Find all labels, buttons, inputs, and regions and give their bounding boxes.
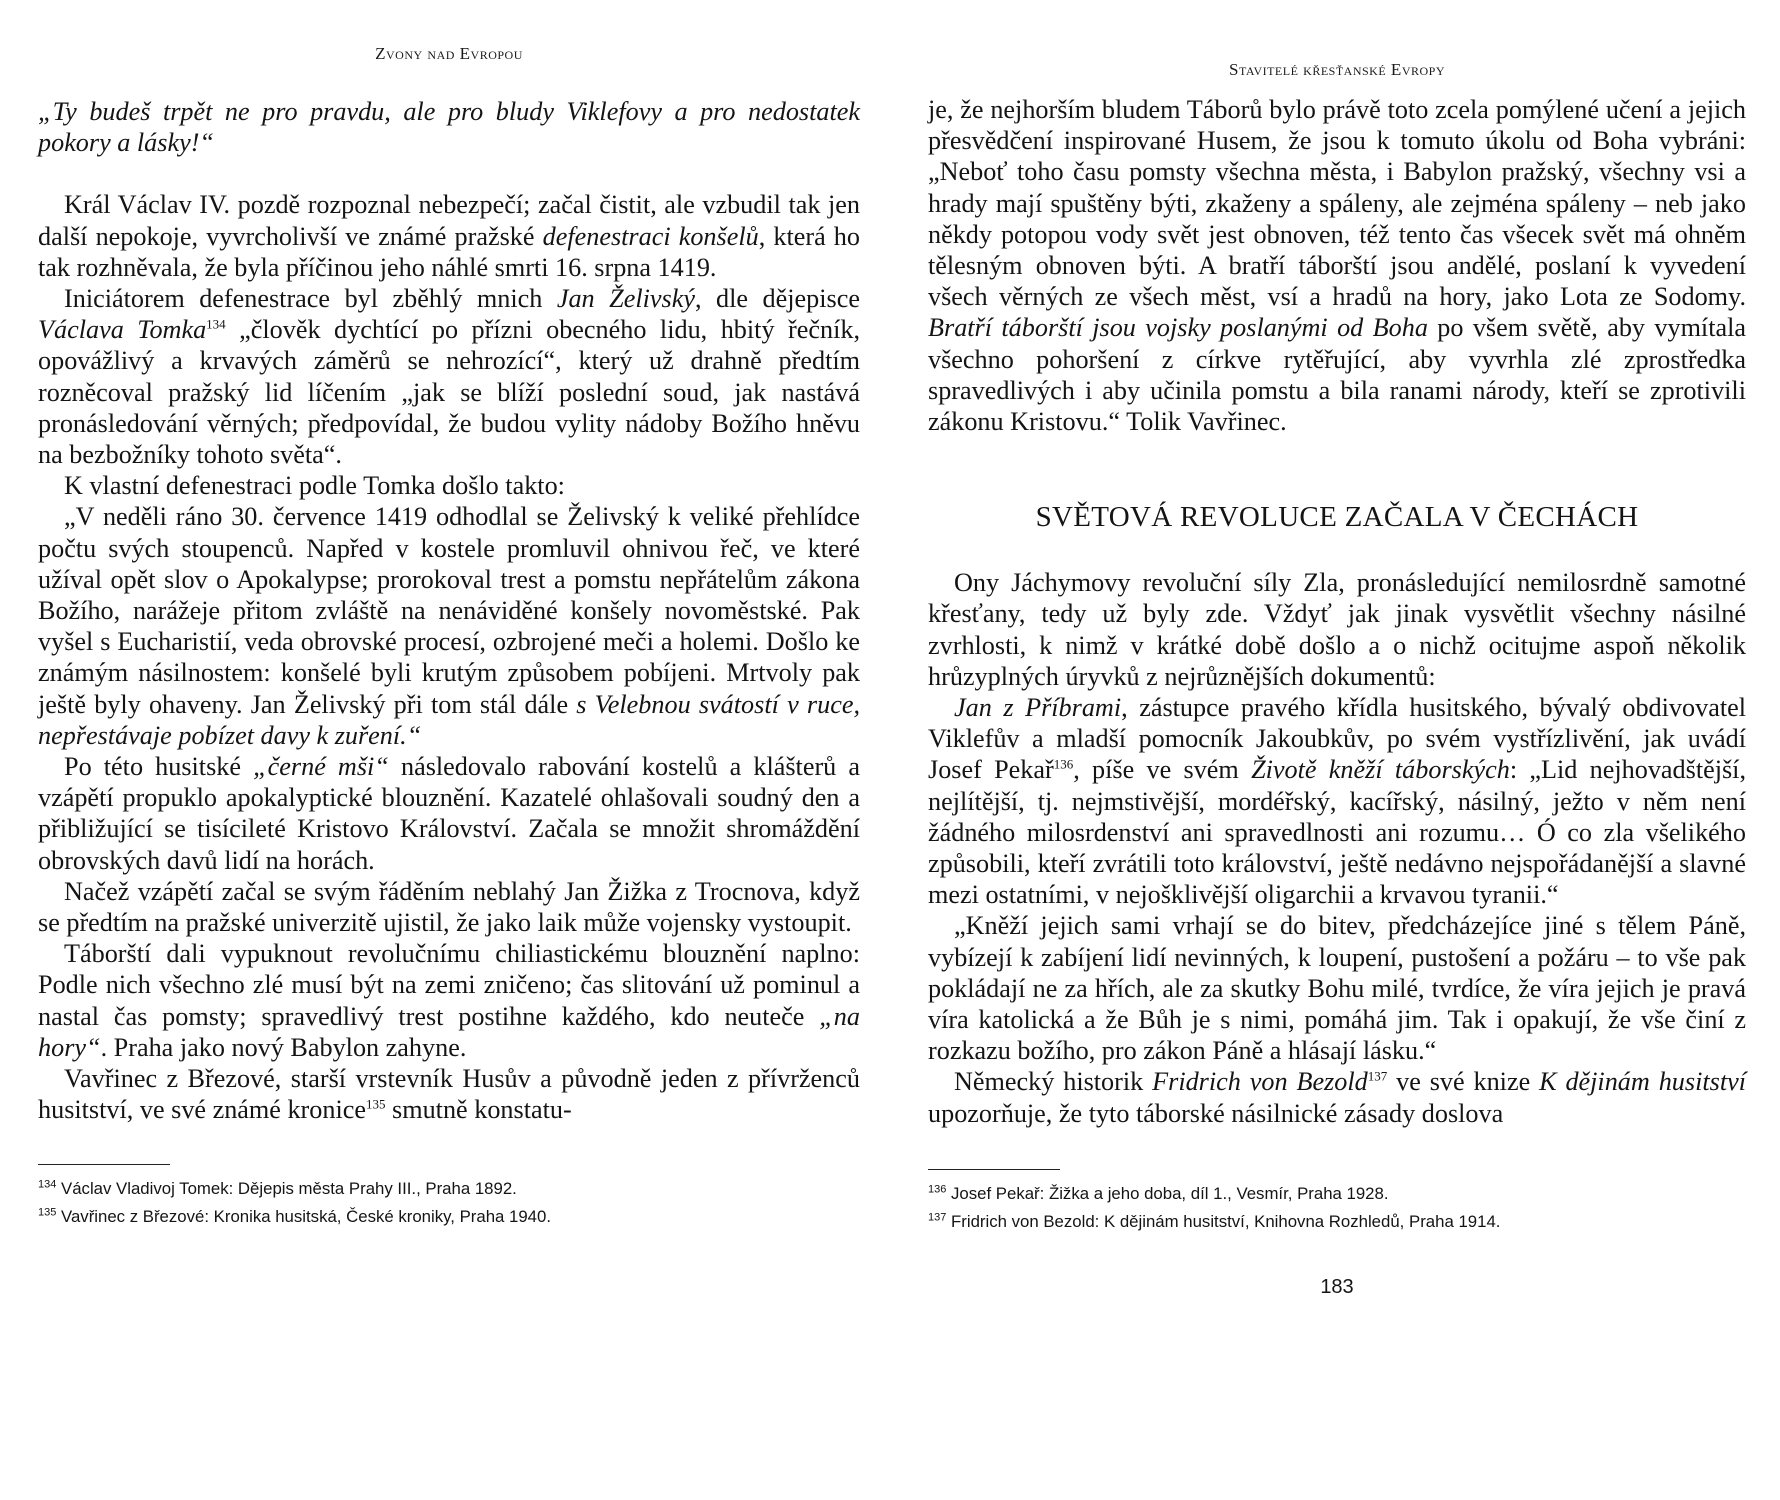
- footnote: [38, 1203, 860, 1231]
- italic-text: Václava Tomka: [38, 315, 207, 345]
- text-run: , dle dějepisce: [694, 284, 860, 314]
- footnote-rule: [928, 1169, 1060, 1170]
- text-run: , píše ve svém: [1073, 755, 1252, 785]
- text-run: Ony Jáchymovy revoluční síly Zla, pronásledující nemilosrdně samotné křesťany, tedy už byly zde. Vždyť jak jinak vysvětlit všechny násilné zvrhlosti, k nimž v krátké době došlo a o nichž ocitujme aspoň několik hrůzyplných úryvků z nejrůznějších dokumentů:: [928, 568, 1746, 691]
- text-run: Německý historik: [954, 1067, 1153, 1097]
- paragraph: [928, 692, 1746, 910]
- footnote-ref: 134: [206, 316, 226, 332]
- italic-text: „na hory“: [38, 1001, 860, 1062]
- footnote-number: 134: [38, 1177, 57, 1190]
- paragraph: [928, 1066, 1746, 1128]
- text-run: upozorňuje, že tyto táborské násilnické zásady doslova: [928, 1098, 1504, 1128]
- italic-text: s Velebnou svátostí v ruce, nepřestávaje pobízet davy k zuření.“: [38, 689, 860, 750]
- footnote-rule: [38, 1164, 170, 1165]
- footnote: [928, 1208, 1746, 1236]
- text-run: , zástupce pravého křídla husitského, bývalý obdivovatel Viklefův a mladší pomocník Jakoubkův, po svém vystřízlivění, jak uvádí Josef Pekař: [928, 693, 1746, 785]
- paragraph: [38, 96, 860, 158]
- body-text: [928, 94, 1746, 437]
- text-run: , která ho tak rozhněvala, že byla příčinou jeho náhlé smrti 16. srpna 1419.: [38, 221, 860, 282]
- italic-text: K dějinám husitství: [1539, 1067, 1746, 1097]
- footnote-number: 136: [928, 1183, 947, 1196]
- left-page: [38, 0, 860, 1231]
- paragraph: [38, 751, 860, 876]
- footnotes: [928, 1180, 1746, 1236]
- text-run: Král Václav IV. pozdě rozpoznal nebezpečí; začal čistit, ale vzbudil tak jen další nepokoje, vyvrcholivší ve známé pražské: [38, 190, 860, 251]
- footnote-number: 135: [38, 1205, 57, 1218]
- text-run: „člověk dychtící po přízni obecného lidu, hbitý řečník, opovážlivý a krvavých záměrů se nehrozící“, který už drahně předtím rozněcoval pražský lid líčením „jak se blíží poslední soud, jak nastává pronásledování věrných; předpovídal, že budou vylity nádoby Božího hněvu na bezbožníky tohoto světa“.: [38, 315, 860, 470]
- footnote: [38, 1175, 860, 1203]
- text-run: smutně konstatu-: [385, 1095, 572, 1125]
- italic-text: „Ty budeš trpět ne pro pravdu, ale pro bludy Viklefovy a pro nedostatek pokory a lásky!“: [38, 97, 860, 158]
- text-run: Vavřinec z Březové, starší vrstevník Husův a původně jeden z přívrženců husitství, ve své známé kronice: [38, 1064, 860, 1125]
- right-page: [928, 0, 1746, 1299]
- text-run: . Praha jako nový Babylon zahyne.: [100, 1032, 467, 1062]
- footnote: [928, 1180, 1746, 1208]
- italic-text: defenestraci konšelů: [542, 221, 759, 251]
- paragraph: [928, 94, 1746, 437]
- text-run: je, že nejhorším bludem Táborů bylo právě toto zcela pomýlené učení a jejich přesvědčení inspirované Husem, že jsou k tomuto úkolu od Boha vybráni: „Neboť toho času pomsty všechna města, i Babylon pražský, všechny vsi a hrady mají spuštěny býti, zkaženy a spáleny, ale zejména spáleny – neb jako někdy potopou vody svět jest obnoven, též tento čas všecek svět má ohněm tělesným obnoven býti. A bratří táborští jsou andělé, poslaní k vyvedení všech věrných ze všech měst, vsí a hradů na hory, jako Lota ze Sodomy.: [928, 95, 1746, 312]
- italic-text: Jan z Příbrami: [954, 693, 1122, 723]
- footnote-ref: 135: [365, 1096, 386, 1112]
- paragraph: [38, 876, 860, 938]
- footnote-text: Václav Vladivoj Tomek: Dějepis města Prahy III., Praha 1892.: [56, 1178, 517, 1198]
- body-text: [928, 567, 1746, 1129]
- italic-text: Fridrich von Bezold: [1152, 1067, 1368, 1097]
- footnote-text: Fridrich von Bezold: K dějinám husitství, Knihovna Rozhledů, Praha 1914.: [946, 1211, 1501, 1231]
- running-head: Zvony nad Evropou: [375, 44, 523, 63]
- footnote-text: Josef Pekař: Žižka a jeho doba, díl 1., Vesmír, Praha 1928.: [946, 1183, 1389, 1203]
- text-run: : „Lid nejhovadštější, nejlítější, tj. nejmstivější, mordéřský, kacířský, násilný, ježto v něm není žádného milosrdenství ani spravedlnosti ani rozumu… Ó co zla všelikého způsobili, kteří zvrátili toto království, ještě nedávno nejspořádanější a slavné mezi ostatními, v nejošklivější oligarchii a krvavou tyranii.“: [928, 755, 1747, 910]
- text-run: ve své knize: [1387, 1067, 1540, 1097]
- text-run: K vlastní defenestraci podle Tomka došlo takto:: [64, 471, 565, 501]
- text-run: „V neděli ráno 30. července 1419 odhodlal se Želivský k veliké přehlídce počtu svých stoupenců. Napřed v kostele promluvil ohnivou řeč, ve které užíval opět slov o Apokalypse; prorokoval trest a pomstu nepřátelům zákona Božího, narážeje přitom zvláště na nenáviděné konšely novoměstské. Pak vyšel s Eucharistií, veda obrovské procesí, ozbrojené meči a holemi. Došlo ke známým násilnostem: konšelé byli krutým způsobem pobíjeni. Mrtvoly pak ještě byly ohaveny. Jan Želivský při tom stál dále: [38, 502, 860, 719]
- text-run: „Kněží jejich sami vrhají se do bitev, předcházejíce jiné s tělem Páně, vybízejí k zabíjení lidí nevinných, k loupení, pustošení a požáru – to vše pak pokládají ne za hřích, ale za skutky Bohu milé, tvrdíce, že víra jejich je pravá víra katolická a že Bůh je s nimi, pomáhá jim. Tak i opakují, že vše činí z rozkazu božího, pro zákon Páně a hlásají lásku.“: [928, 911, 1746, 1066]
- text-run: Iniciátorem defenestrace byl zběhlý mnich: [64, 284, 557, 314]
- text-run: následovalo rabování kostelů a klášterů a vzápětí propuklo apokalyptické blouznění. Kazatelé ohlašovali soudný den a přibližující se tisícileté Kristovo Království. Začala se množit shromáždění obrovských davů lidí na horách.: [38, 752, 861, 875]
- paragraph: [38, 283, 860, 470]
- paragraph: [928, 910, 1746, 1066]
- paragraph: [38, 189, 860, 283]
- paragraph: [38, 938, 860, 1063]
- text-run: Načež vzápětí začal se svým řáděním neblahý Jan Žižka z Trocnova, když se předtím na pražské univerzitě ujistil, že jako laik může vojensky vystoupit.: [38, 876, 860, 938]
- text-run: Táborští dali vypuknout revolučnímu chiliastickému blouznění naplno: Podle nich všechno zlé musí být na zemi zničeno; čas slitování už pominul a nastal čas pomsty; spravedlivý trest postihne každého, kdo neuteče: [38, 939, 860, 1031]
- paragraph: [38, 1063, 860, 1125]
- italic-text: Jan Želivský: [556, 284, 695, 314]
- footnote-number: 137: [928, 1211, 947, 1224]
- paragraph: [928, 567, 1746, 692]
- paragraph: [38, 501, 860, 751]
- italic-text: „černé mši“: [253, 752, 389, 782]
- footnotes: [38, 1175, 860, 1231]
- running-head: Stavitelé křesťanské Evropy: [1229, 60, 1445, 79]
- italic-text: Bratří táborští jsou vojsky poslanými od Boha: [928, 313, 1428, 343]
- text-run: Po této husitské: [64, 752, 254, 782]
- paragraph: [38, 470, 860, 501]
- footnote-ref: 137: [1367, 1068, 1388, 1084]
- footnote-text: Vavřinec z Březové: Kronika husitská, České kroniky, Praha 1940.: [56, 1206, 552, 1226]
- body-text: [38, 96, 860, 1126]
- italic-text: Životě kněží táborských: [1251, 755, 1510, 785]
- page-number: 183: [1320, 1275, 1354, 1298]
- text-run: po všem světě, aby vymítala všechno pohoršení z církve rytěřující, aby vyvrhla zlé zprostředka spravedlivých i aby učinila pomstu a bila ranami národy, kteří se zprotivili zákonu Kristovu.“ Tolik Vavřinec.: [928, 313, 1747, 437]
- section-heading: SVĚTOVÁ REVOLUCE ZAČALA V ČECHÁCH: [1035, 501, 1639, 534]
- footnote-ref: 136: [1053, 756, 1074, 772]
